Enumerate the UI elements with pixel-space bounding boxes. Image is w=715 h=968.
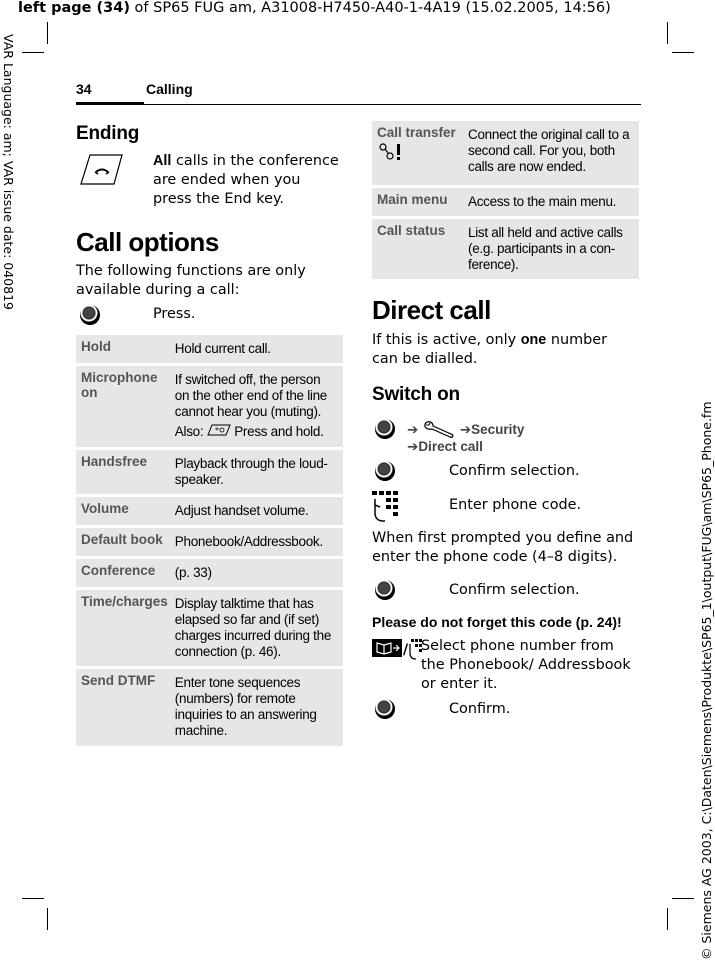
crop-mark (22, 898, 44, 899)
option-desc: Hold current call. (172, 335, 343, 366)
phonebook-or-keypad-icon (372, 638, 422, 668)
option-key: Default book (76, 528, 172, 559)
page-number: 34 (76, 81, 92, 97)
table-row (76, 450, 343, 497)
more-options-table (372, 121, 639, 282)
table-row (372, 188, 639, 219)
option-key: Hold (76, 335, 172, 366)
option-desc-main: If switched off, the person on the other end of the line cannot hear you (muting). (174, 372, 328, 419)
nav-key-icon (373, 578, 397, 602)
option-key: Main menu (372, 188, 465, 219)
table-row (76, 559, 343, 590)
select-number-text: Select phone number from the Phonebook/ Addressbook or enter it. (421, 638, 631, 692)
press-text: Press. (153, 306, 196, 322)
star-key-icon (207, 424, 231, 436)
header-rule (76, 104, 641, 105)
menu-item-security: Security (471, 422, 525, 437)
table-row (76, 528, 343, 559)
option-desc-extra-text: Press and hold. (234, 424, 324, 439)
side-text-right-label: © Siemens AG 2003, C:\Daten\Siemens\Produkte\SP65_1\output\FUG\am\SP65_Phone.fm (699, 401, 714, 960)
side-text-left-label: VAR Language: am; VAR issue date: 040819 (1, 34, 16, 310)
phonebook-icon (372, 638, 422, 668)
call-options-intro: The following functions are only available during a call: (76, 263, 306, 298)
option-desc-extra (175, 424, 338, 440)
direct-call-intro (372, 331, 637, 369)
ending-body: calls in the conference are ended when you press the End key. (153, 153, 339, 207)
arrow-icon: ➔ (407, 422, 419, 438)
nav-key-icon (373, 459, 397, 483)
direct-call-intro-pre: If this is active, only (372, 332, 521, 348)
option-desc: Adjust handset volume. (172, 497, 343, 528)
nav-key-icon (373, 697, 397, 721)
menu-path (407, 419, 524, 455)
crop-mark (47, 908, 48, 930)
arrow-icon: ➔ (407, 439, 419, 455)
option-key: Send DTMF (76, 669, 172, 749)
ending-lead: All (153, 153, 172, 169)
option-key: Handsfree (76, 450, 172, 497)
direct-call-intro-post: number can be dialled. (372, 332, 608, 367)
option-desc-extra-prefix: Also: (174, 424, 207, 439)
confirm-text: Confirm. (449, 701, 511, 717)
option-key-label: Call transfer (377, 125, 456, 140)
end-key-icon (78, 153, 124, 187)
option-desc: Playback through the loud-speaker. (172, 450, 343, 497)
option-key: Conference (76, 559, 172, 590)
crop-mark (47, 22, 48, 44)
table-row (76, 669, 343, 749)
table-row (76, 335, 343, 366)
call-options-title: Call options (76, 227, 219, 257)
svg-text:/: / (403, 642, 409, 658)
crop-mark (672, 898, 694, 899)
document-header (18, 0, 611, 16)
define-code-text: When first prompted you define and enter the phone code (4–8 digits). (372, 530, 634, 565)
option-desc: Connect the original call to a second call. For you, both calls are now ended. (465, 121, 639, 188)
confirm-selection-text: Confirm selection. (449, 463, 580, 479)
confirm-selection-text: Confirm selection. (449, 582, 580, 598)
option-key: Call status (372, 219, 465, 282)
table-row (372, 219, 639, 282)
crop-mark (672, 52, 694, 53)
table-row (76, 590, 343, 669)
code-reminder: Please do not forget this code (p. 24)! (372, 614, 622, 630)
table-row (76, 497, 343, 528)
side-text-right (699, 400, 713, 960)
arrow-icon: ➔ (459, 422, 472, 438)
option-desc: List all held and active calls (e.g. participants in a con-ference). (465, 219, 639, 282)
option-key: Time/charges (76, 590, 172, 669)
option-desc: Phonebook/Addressbook. (172, 528, 343, 559)
header-file-info: of SP65 FUG am, A31008-H7450-A40-1-4A19 (15.02.2005, 14:56) (129, 0, 611, 16)
transfer-icon (377, 142, 403, 162)
option-key: Microphone on (76, 366, 172, 450)
option-desc: Enter tone sequences (numbers) for remote inquiries to an answering machine. (172, 669, 343, 749)
table-row (76, 366, 343, 450)
header-page-label: left page (34) (18, 0, 130, 16)
direct-call-title: Direct call (372, 295, 491, 325)
keypad-icon (372, 491, 404, 523)
ending-title: Ending (76, 123, 140, 144)
option-desc: Access to the main menu. (465, 188, 639, 219)
enter-code-text: Enter phone code. (449, 497, 582, 513)
option-desc (172, 366, 343, 450)
side-text-left (2, 34, 16, 334)
ending-text (153, 152, 343, 209)
table-row (372, 121, 639, 188)
option-key: Volume (76, 497, 172, 528)
crop-mark (667, 908, 668, 930)
menu-item-direct-call: Direct call (418, 439, 483, 454)
running-head: Calling (146, 81, 193, 97)
crop-mark (22, 52, 44, 53)
crop-mark (667, 22, 668, 44)
wrench-icon (422, 419, 456, 439)
nav-key-icon (78, 303, 102, 327)
switch-on-title: Switch on (372, 384, 460, 405)
call-options-table (76, 335, 343, 749)
option-desc: Display talktime that has elapsed so far and (if set) charges incurred during the connection (p. 46). (172, 590, 343, 669)
nav-key-icon (373, 417, 397, 441)
svg-text:*: * (214, 426, 219, 435)
direct-call-intro-bold: one (520, 332, 547, 348)
option-desc: (p. 33) (172, 559, 343, 590)
option-key (372, 121, 465, 188)
